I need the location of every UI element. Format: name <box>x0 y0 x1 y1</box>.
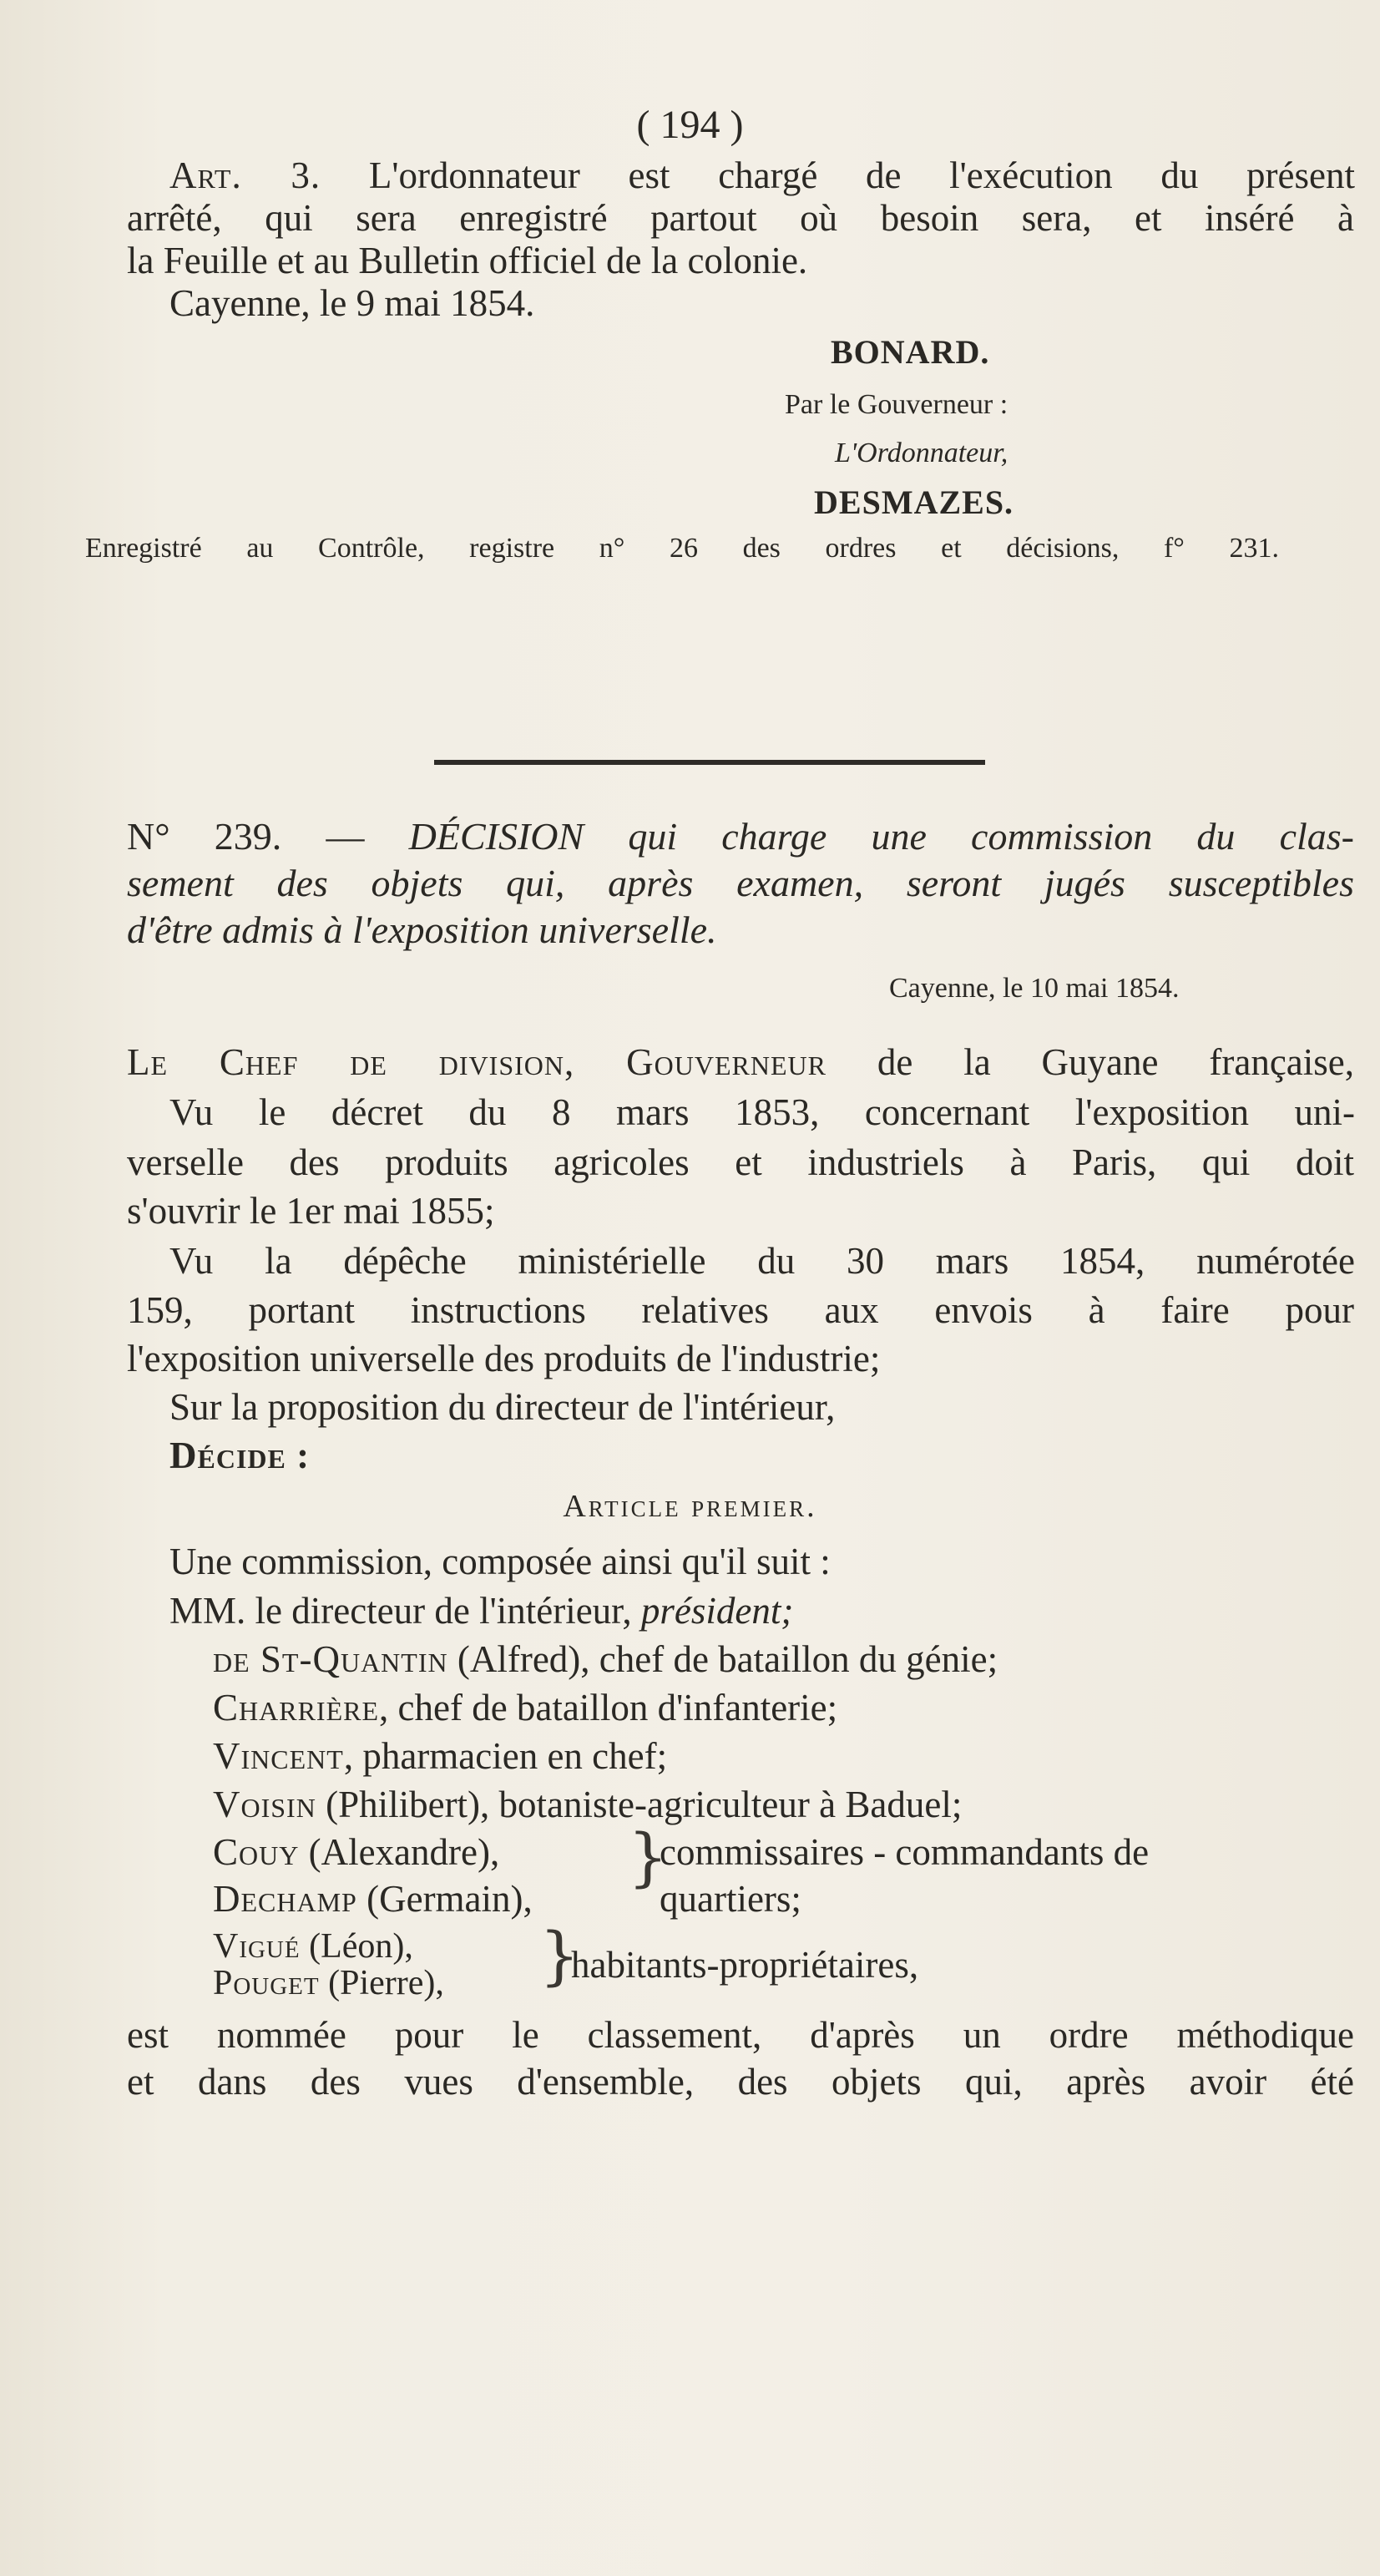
member-5 <box>213 1831 499 1873</box>
vu1-line-2 <box>127 1141 1354 1183</box>
member-7-details: (Léon), <box>309 1927 413 1966</box>
decide-label: Décide : <box>169 1435 311 1476</box>
member-7-name: Vigué <box>213 1927 301 1966</box>
signature-by: Par le Gouverneur : <box>785 389 1008 420</box>
page-number: ( 194 ) <box>636 103 744 147</box>
member-2 <box>213 1687 837 1728</box>
member-6-details: (Germain), <box>366 1878 533 1920</box>
chef-rest: de la Guyane française, <box>877 1041 1355 1083</box>
brace-habitants: } <box>539 1918 580 1992</box>
vu1-line-3: s'ouvrir le 1er mai 1855; <box>127 1190 495 1232</box>
registration-text: Enregistré au Contrôle, registre n° 26 des ordres et décisions, f° 231. <box>85 533 1279 564</box>
closing-text-1: est nommée pour le classement, d'après un ordre méthodique <box>127 2014 1354 2056</box>
signature-role: L'Ordonnateur, <box>835 438 1008 468</box>
vu1-text-1: Vu le décret du 8 mars 1853, concernant l'exposition uni- <box>169 1091 1355 1133</box>
member-4-details: (Philibert), botaniste-agriculteur à Baduel; <box>326 1784 963 1825</box>
closing-text-2: et dans des vues d'ensemble, des objets qui, après avoir été <box>127 2061 1354 2103</box>
group-commissaires-line-2: quartiers; <box>660 1878 801 1920</box>
art3-line-3: la Feuille et au Bulletin officiel de la colonie. <box>127 240 808 281</box>
vu1-line-1 <box>169 1091 1355 1133</box>
decision-text-2: sement des objets qui, après examen, seront jugés susceptibles <box>127 862 1354 904</box>
group-commissaires-line-1: commissaires - commandants de <box>660 1831 1150 1873</box>
member-3 <box>213 1735 667 1777</box>
member-5-name: Couy <box>213 1831 300 1873</box>
vu2-text-2: 159, portant instructions relatives aux envois à faire pour <box>127 1289 1354 1331</box>
article-heading: Article premier. <box>563 1489 817 1524</box>
president-text: MM. le directeur de l'intérieur, <box>169 1590 632 1632</box>
art3-text-1: L'ordonnateur est chargé de l'exécution du présent <box>368 154 1355 196</box>
member-8 <box>213 1962 444 2004</box>
decision-number: N° 239. — <box>127 815 365 858</box>
member-8-details: (Pierre), <box>328 1964 444 2002</box>
art3-lead: Art. 3. <box>169 154 321 196</box>
sur-line: Sur la proposition du directeur de l'intérieur, <box>169 1386 836 1428</box>
signature-ordonnateur: DESMAZES. <box>814 483 1014 521</box>
vu2-text-1: Vu la dépêche ministérielle du 30 mars 1854, numérotée <box>169 1240 1355 1282</box>
signature-governor: BONARD. <box>831 333 990 371</box>
member-4-name: Voisin <box>213 1784 316 1825</box>
closing-line-2 <box>127 2061 1354 2103</box>
vu2-line-3: l'exposition universelle des produits de l'industrie; <box>127 1338 881 1379</box>
member-1-details: (Alfred), chef de bataillon du génie; <box>457 1638 998 1680</box>
member-3-details: , pharmacien en chef; <box>343 1735 668 1777</box>
decision-text-1: DÉCISION qui charge une commission du clas- <box>408 815 1355 858</box>
decision-place-date: Cayenne, le 10 mai 1854. <box>889 973 1180 1004</box>
member-6-name: Dechamp <box>213 1878 357 1920</box>
vu1-text-2: verselle des produits agricoles et industriels à Paris, qui doit <box>127 1141 1354 1183</box>
vu2-line-1 <box>169 1240 1355 1282</box>
decision-line-1 <box>127 814 1354 859</box>
art3-text-2: arrêté, qui sera enregistré partout où besoin sera, et inséré à <box>127 197 1354 239</box>
art3-place-date: Cayenne, le 9 mai 1854. <box>169 282 535 324</box>
member-4 <box>213 1784 962 1825</box>
member-5-details: (Alexandre), <box>308 1831 500 1873</box>
registration-note <box>85 533 1279 564</box>
decision-line-2 <box>127 861 1354 906</box>
article-intro: Une commission, composée ainsi qu'il suit : <box>169 1541 831 1582</box>
chef-title: Le Chef de division, Gouverneur <box>127 1041 826 1083</box>
art3-line-1 <box>169 154 1355 196</box>
closing-line-1 <box>127 2014 1354 2056</box>
member-president <box>169 1590 793 1632</box>
member-3-name: Vincent <box>213 1735 344 1777</box>
decision-line-3: d'être admis à l'exposition universelle. <box>127 908 717 951</box>
member-6 <box>213 1878 533 1920</box>
art3-line-2 <box>127 197 1354 239</box>
section-divider <box>434 760 985 765</box>
president-role: président; <box>640 1590 794 1632</box>
member-8-name: Pouget <box>213 1964 320 2002</box>
member-1-name: de St-Quantin <box>213 1638 448 1680</box>
vu2-line-2 <box>127 1289 1354 1331</box>
member-2-name: Charrière <box>213 1687 380 1728</box>
chef-line <box>127 1041 1354 1083</box>
member-1 <box>213 1638 998 1680</box>
member-7 <box>213 1926 413 1967</box>
group-habitants: habitants-propriétaires, <box>571 1944 919 1986</box>
member-2-details: , chef de bataillon d'infanterie; <box>379 1687 838 1728</box>
brace-commissaires: } <box>628 1819 669 1894</box>
